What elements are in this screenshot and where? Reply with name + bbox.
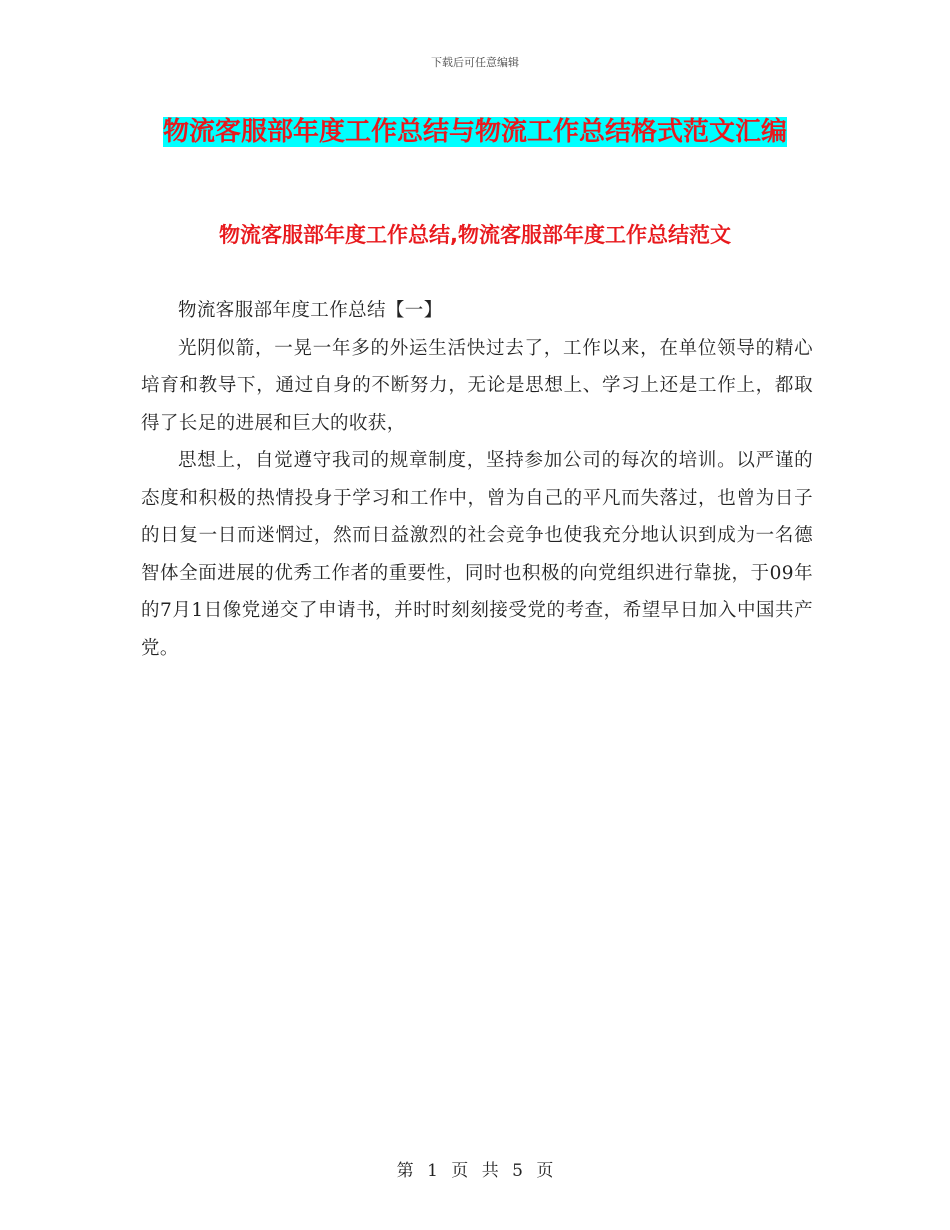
page-number: 第 1 页 共 5 页 <box>396 1161 554 1181</box>
document-title-text: 物流客服部年度工作总结与物流工作总结格式范文汇编 <box>162 117 787 147</box>
document-body <box>141 292 813 667</box>
document-title <box>140 110 810 154</box>
paragraph-section-heading: 物流客服部年度工作总结【一】 <box>178 300 443 321</box>
header-note: 下载后可任意编辑 <box>431 56 519 69</box>
paragraph: 光阴似箭，一晃一年多的外运生活快过去了，工作以来，在单位领导的精心培育和教导下，通过自身的不断努力，无论是思想上、学习上还是工作上，都取得了长足的进展和巨大的收获， <box>141 337 813 434</box>
document-subtitle: 物流客服部年度工作总结,物流客服部年度工作总结范文 <box>219 223 731 247</box>
paragraph: 思想上，自觉遵守我司的规章制度，坚持参加公司的每次的培训。以严谨的态度和积极的热情投身于学习和工作中，曾为自己的平凡而失落过，也曾为日子的日复一日而迷惘过，然而日益激烈的社会竞争也使我充分地认识到成为一名德智体全面进展的优秀工作者的重要性，同时也积极的向党组织进行靠拢，于09年的7月1日像党递交了申请书，并时时刻刻接受党的考查，希望早日加入中国共产党。 <box>141 450 813 659</box>
